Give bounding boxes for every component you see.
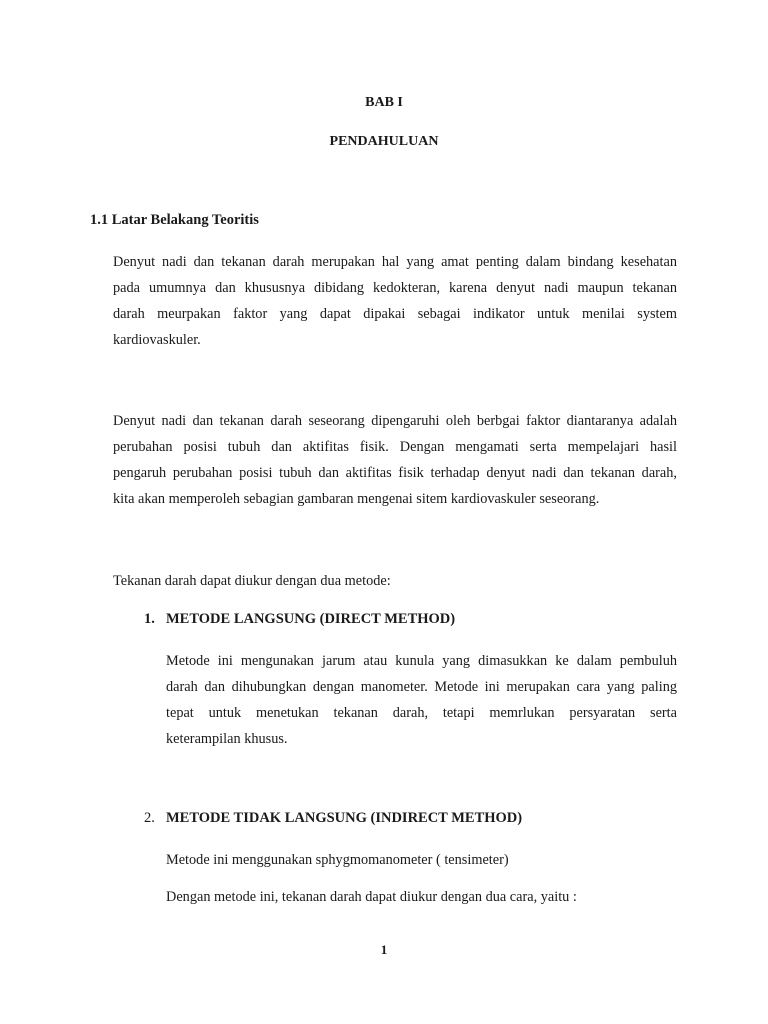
paragraph-line: Metode ini mengunakan jarum atau kunula yang dimasukkan ke dalam pembuluh [166, 653, 677, 669]
method-2-paragraph-2 [166, 884, 677, 910]
paragraph-line: darah meurpakan faktor yang dapat dipakai sebagai indikator untuk menilai system [113, 306, 677, 322]
paragraph-line: kardiovaskuler. [113, 332, 201, 348]
paragraph-3 [113, 568, 677, 594]
paragraph-line: perubahan posisi tubuh dan aktifitas fisik. Dengan mengamati serta mempelajari hasil [113, 439, 677, 455]
paragraph-line: Metode ini menggunakan sphygmomanometer ( tensimeter) [166, 852, 509, 868]
method-title: METODE TIDAK LANGSUNG (INDIRECT METHOD) [166, 810, 523, 826]
paragraph-line: kita akan memperoleh sebagian gambaran mengenai sitem kardiovaskuler seseorang. [113, 491, 600, 507]
list-number: 2. [144, 810, 155, 826]
paragraph-line: Denyut nadi dan tekanan darah merupakan hal yang amat penting dalam bindang kesehatan [113, 254, 677, 270]
paragraph-line: Denyut nadi dan tekanan darah seseorang dipengaruhi oleh berbgai faktor diantaranya adalah [113, 413, 677, 429]
page-number: 1 [380, 942, 388, 957]
paragraph-line: pengaruh perubahan posisi tubuh dan aktifitas fisik terhadap denyut nadi dan tekanan darah, [113, 465, 677, 481]
paragraph-2 [113, 408, 677, 512]
method-1-paragraph [166, 648, 677, 752]
paragraph-1 [113, 249, 677, 353]
paragraph-line: Tekanan darah dapat diukur dengan dua metode: [113, 573, 391, 589]
paragraph-line: Dengan metode ini, tekanan darah dapat diukur dengan dua cara, yaitu : [166, 889, 577, 905]
paragraph-line: pada umumnya dan khususnya dibidang kedokteran, karena denyut nadi maupun tekanan [113, 280, 677, 296]
paragraph-line: darah dan dihubungkan dengan manometer. Metode ini merupakan cara yang paling [166, 679, 677, 695]
chapter-label: BAB I [365, 95, 403, 110]
list-number: 1. [144, 611, 155, 627]
method-2-paragraph-1 [166, 847, 677, 873]
method-title: METODE LANGSUNG (DIRECT METHOD) [166, 611, 456, 627]
paragraph-line: keterampilan khusus. [166, 731, 288, 747]
paragraph-line: tepat untuk menetukan tekanan darah, tetapi memrlukan persyaratan serta [166, 705, 677, 721]
section-heading: 1.1 Latar Belakang Teoritis [90, 212, 259, 228]
chapter-title: PENDAHULUAN [329, 134, 439, 149]
